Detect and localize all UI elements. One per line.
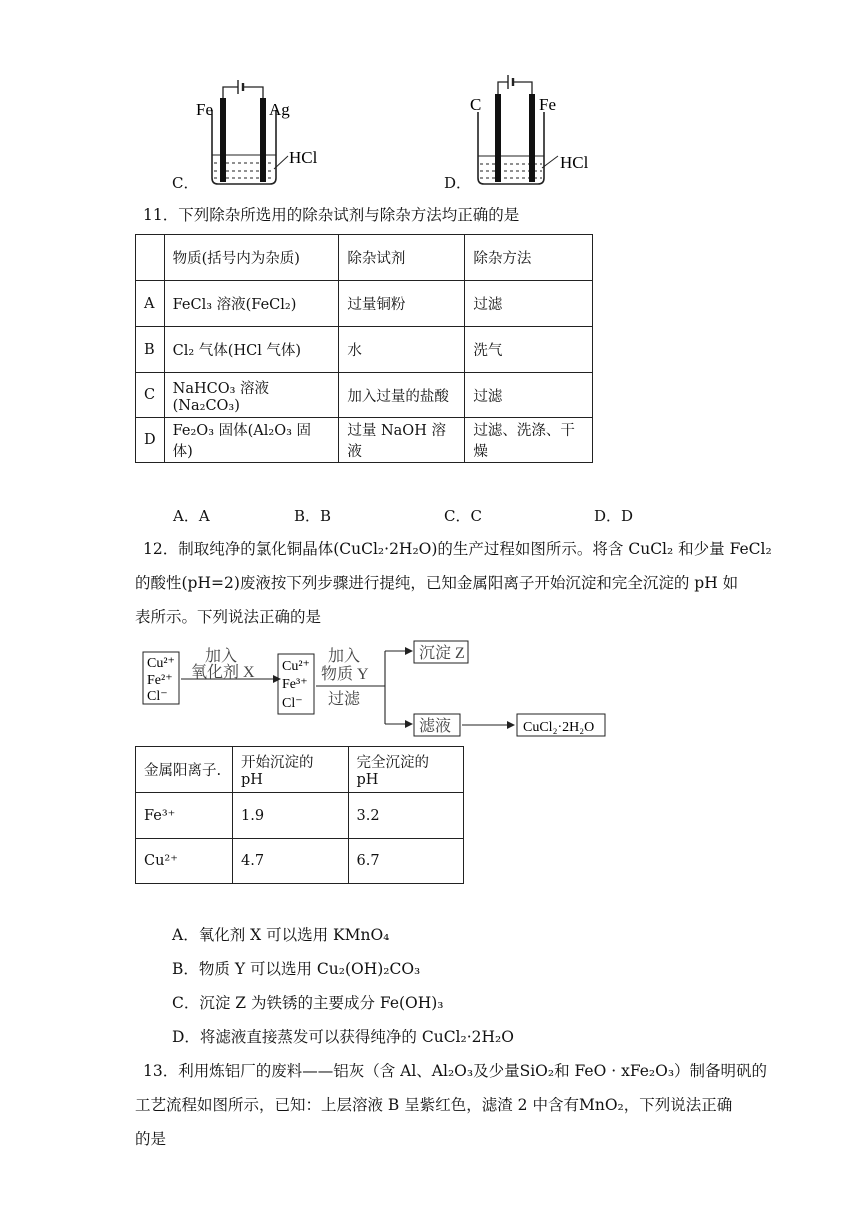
apparatus-c-diagram <box>190 70 320 192</box>
table-row <box>136 281 593 327</box>
reagent-cell: 水 <box>339 327 465 373</box>
table-header-cell: 金属阳离子. <box>136 747 233 793</box>
q12-stem-line3: 表所示。下列说法正确的是 <box>135 608 322 626</box>
complete-ph-cell: 3.2 <box>348 793 464 839</box>
table-row <box>136 793 464 839</box>
q13-stem-line3: 的是 <box>135 1130 167 1148</box>
table-row <box>136 839 464 884</box>
table-header-cell: 除杂方法 <box>465 235 593 281</box>
row-label: C <box>136 373 165 418</box>
table-header-cell: 除杂试剂 <box>339 235 465 281</box>
table-header-row <box>136 235 593 281</box>
table-header-cell: 物质(括号内为杂质) <box>164 235 339 281</box>
filtrate-label: 滤液 <box>419 718 452 735</box>
substance-cell: Fe₂O₃ 固体(Al₂O₃ 固体) <box>164 418 339 463</box>
solution-label: HCl <box>560 153 589 172</box>
q12-flow-diagram <box>135 636 615 744</box>
ion-cell: Cu²⁺ <box>136 839 233 884</box>
method-cell: 洗气 <box>465 327 593 373</box>
reagent-cell: 过量铜粉 <box>339 281 465 327</box>
table-row <box>136 327 593 373</box>
substance-cell: Cl₂ 气体(HCl 气体) <box>164 327 339 373</box>
table-row <box>136 418 593 463</box>
reagent-cell: 过量 NaOH 溶液 <box>339 418 465 463</box>
substance-cell: NaHCO₃ 溶液(Na₂CO₃) <box>164 373 339 418</box>
step2-bottom-label: 过滤 <box>328 691 361 708</box>
choice-d: D．D <box>594 507 634 525</box>
start-ph-cell: 4.7 <box>233 839 349 884</box>
ion-label: Cu²⁺ <box>147 656 175 671</box>
option-c-letter: C． <box>172 174 199 192</box>
method-cell: 过滤 <box>465 281 593 327</box>
ion-cell: Fe³⁺ <box>136 793 233 839</box>
apparatus-d-diagram <box>462 64 602 192</box>
q12-option-b: B．物质 Y 可以选用 Cu₂(OH)₂CO₃ <box>172 960 421 978</box>
q11-stem: 11．下列除杂所选用的除杂试剂与除杂方法均正确的是 <box>143 206 520 224</box>
choice-b: B．B <box>294 507 332 525</box>
method-cell: 过滤 <box>465 373 593 418</box>
step1-top-label: 加入 <box>205 648 238 665</box>
q12-stem-line2: 的酸性(pH=2)废液按下列步骤进行提纯，已知金属阳离子开始沉淀和完全沉淀的 pH 如 <box>135 574 739 592</box>
q13-stem-line1: 13．利用炼铝厂的废料——铝灰（含 Al、Al₂O₃及少量SiO₂和 FeO · xFe₂O₃）制备明矾的 <box>143 1062 768 1080</box>
table-header-cell: 完全沉淀的 pH <box>348 747 464 793</box>
product-label: CuCl₂·2H₂O <box>523 720 595 735</box>
q13-stem-line2: 工艺流程如图所示，已知：上层溶液 B 呈紫红色，滤渣 2 中含有MnO₂，下列说法正确 <box>135 1096 733 1114</box>
solution-label: HCl <box>289 148 318 167</box>
q12-ph-table <box>135 746 464 884</box>
electrode-label-left: C <box>470 95 482 114</box>
ion-label: Cl⁻ <box>282 696 303 711</box>
row-label: D <box>136 418 165 463</box>
row-label: B <box>136 327 165 373</box>
ion-label: Fe²⁺ <box>147 673 173 688</box>
electrode-label-right: Ag <box>269 100 290 119</box>
table-header-row <box>136 747 464 793</box>
start-ph-cell: 1.9 <box>233 793 349 839</box>
precipitate-label: 沉淀 Z <box>419 645 465 662</box>
electrode-label-right: Fe <box>539 95 556 114</box>
q12-stem-line1: 12．制取纯净的氯化铜晶体(CuCl₂·2H₂O)的生产过程如图所示。将含 CuCl₂ 和少量 FeCl₂ <box>143 540 772 558</box>
reagent-cell: 加入过量的盐酸 <box>339 373 465 418</box>
step2-top-label-1: 加入 <box>328 648 361 665</box>
substance-cell: FeCl₃ 溶液(FeCl₂) <box>164 281 339 327</box>
table-header-cell: 开始沉淀的 pH <box>233 747 349 793</box>
table-row <box>136 373 593 418</box>
ion-label: Fe³⁺ <box>282 677 308 692</box>
ion-label: Cl⁻ <box>147 689 168 704</box>
q12-option-c: C．沉淀 Z 为铁锈的主要成分 Fe(OH)₃ <box>172 994 444 1012</box>
option-d-letter: D． <box>444 174 472 192</box>
row-label: A <box>136 281 165 327</box>
choice-c: C．C <box>444 507 482 525</box>
electrode-label-left: Fe <box>196 100 213 119</box>
choice-a: A．A <box>173 507 210 525</box>
step1-bottom-label: 氧化剂 X <box>191 664 255 681</box>
ion-label: Cu²⁺ <box>282 659 310 674</box>
complete-ph-cell: 6.7 <box>348 839 464 884</box>
step2-top-label-2: 物质 Y <box>321 666 369 683</box>
q12-option-d: D．将滤液直接蒸发可以获得纯净的 CuCl₂·2H₂O <box>172 1028 514 1046</box>
q12-option-a: A．氧化剂 X 可以选用 KMnO₄ <box>172 926 390 944</box>
method-cell: 过滤、洗涤、干燥 <box>465 418 593 463</box>
q11-table <box>135 234 593 463</box>
